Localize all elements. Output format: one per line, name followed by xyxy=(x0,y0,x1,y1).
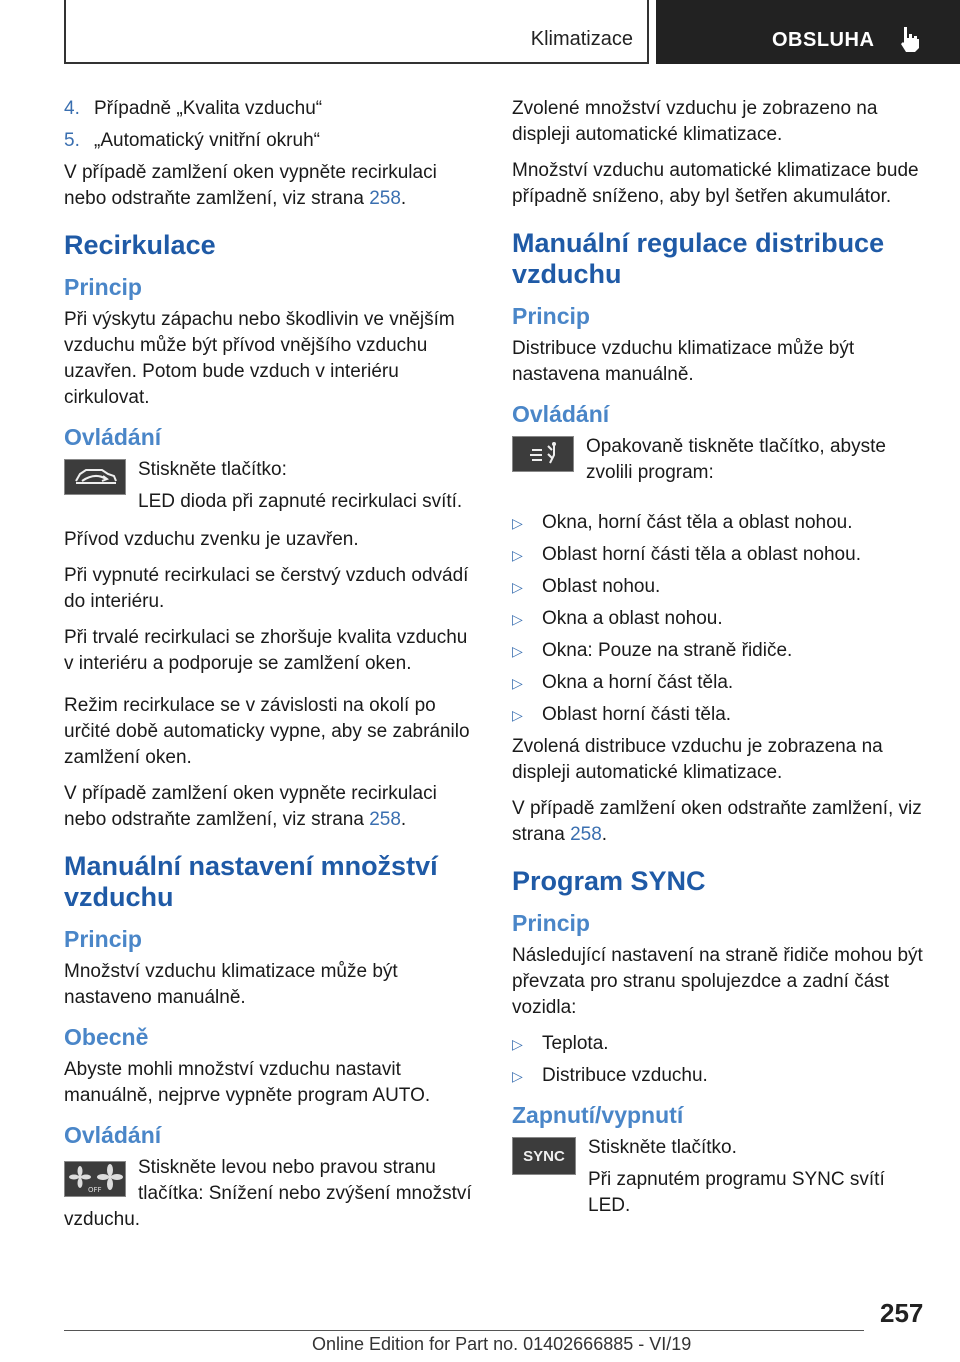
paragraph: Množství vzduchu klimatizace může být nastaveno manuálně. xyxy=(64,961,398,1008)
list-item: ▷ Oblast horní části těla. xyxy=(512,702,932,728)
list-item: ▷ Oblast nohou. xyxy=(512,574,932,600)
fan-button-image xyxy=(64,1161,126,1197)
header-chapter-tab xyxy=(656,0,960,64)
paragraph: Při vypnuté recirkulaci se čerstvý vzduch odvádí do interiéru. xyxy=(64,565,469,612)
sync-button-image xyxy=(512,1137,576,1175)
heading-sync: Program SYNC xyxy=(512,866,706,896)
control-block: Stiskněte tlačítko: LED dioda při zapnuté recirkulaci svítí. xyxy=(64,457,479,521)
fog-paragraph: V případě zamlžení oken vypněte recirkulaci nebo odstraňte zamlžení, viz strana 258. xyxy=(64,162,437,209)
paragraph: Množství vzduchu automatické klimatizace bude případně sníženo, aby byl šetřen akumulátor. xyxy=(512,160,919,207)
paragraph: Abyste mohli množství vzduchu nastavit manuálně, nejprve vypněte program AUTO. xyxy=(64,1059,431,1106)
triangle-bullet-icon: ▷ xyxy=(512,643,523,659)
triangle-bullet-icon: ▷ xyxy=(512,515,523,531)
subheading-zapnuti: Zapnutí/vypnutí xyxy=(512,1102,684,1128)
list-item: ▷ Teplota. xyxy=(512,1031,932,1057)
subheading-ovladani: Ovládání xyxy=(64,424,162,450)
triangle-bullet-icon: ▷ xyxy=(512,1068,523,1084)
paragraph: Při trvalé recirkulaci se zhoršuje kvalita vzduchu v interiéru a podporuje se zamlžení oken. xyxy=(64,627,468,674)
paragraph: Zvolená distribuce vzduchu je zobrazena na displeji automatické klimatizace. xyxy=(512,736,883,783)
list-item: 4. Případně „Kvalita vzduchu“ xyxy=(64,98,323,119)
fan-icon xyxy=(66,1164,124,1194)
list-item: ▷ Distribuce vzduchu. xyxy=(512,1063,932,1089)
triangle-bullet-icon: ▷ xyxy=(512,675,523,691)
footer-edition: Online Edition for Part no. 01402666885 - VI/19 xyxy=(312,1334,692,1354)
list-item: ▷ Okna a oblast nohou. xyxy=(512,606,932,632)
chapter-title: OBSLUHA xyxy=(772,29,875,51)
list-item: ▷ Okna a horní část těla. xyxy=(512,670,932,696)
air-distribution-icon xyxy=(518,441,568,467)
heading-recirkulace: Recirkulace xyxy=(64,230,216,260)
paragraph: Následující nastavení na straně řidiče mohou být převzata pro stranu spolujezdce a zadní část vozidla: xyxy=(512,945,923,1018)
page-link[interactable]: 258 xyxy=(369,188,401,209)
list-item: 5. „Automatický vnitřní okruh“ xyxy=(64,130,320,151)
paragraph: Přívod vzduchu zvenku je uzavřen. xyxy=(64,529,359,550)
recirculation-button-image xyxy=(64,459,126,495)
page-number: 257 xyxy=(880,1298,924,1328)
triangle-bullet-icon: ▷ xyxy=(512,579,523,595)
triangle-bullet-icon: ▷ xyxy=(512,611,523,627)
page-link[interactable]: 258 xyxy=(369,809,401,830)
paragraph: Režim recirkulace se v závislosti na okolí po určité době automaticky vypne, aby se zabránilo zamlžení oken. xyxy=(64,695,470,768)
triangle-bullet-icon: ▷ xyxy=(512,1036,523,1052)
hand-pointer-icon xyxy=(894,24,924,54)
distribution-button-image xyxy=(512,436,574,472)
subheading-obecne: Obecně xyxy=(64,1024,149,1050)
triangle-bullet-icon: ▷ xyxy=(512,707,523,723)
fan-off-label: OFF xyxy=(88,1186,102,1194)
fog-paragraph: V případě zamlžení oken vypněte recirkulaci nebo odstraňte zamlžení, viz strana 258. xyxy=(64,783,437,830)
header-left-box xyxy=(64,0,649,64)
subheading-ovladani: Ovládání xyxy=(64,1122,162,1148)
paragraph: Při výskytu zápachu nebo škodlivin ve vnějším vzduchu může být přívod vnějšího vzduchu uzavřen. Potom bude vzduch v interiéru cirkulovat. xyxy=(64,309,455,408)
list-item: ▷ Okna, horní část těla a oblast nohou. xyxy=(512,510,932,536)
subheading-princip: Princip xyxy=(512,910,590,936)
control-block: SYNC Stiskněte tlačítko. Při zapnutém programu SYNC svítí LED. xyxy=(512,1135,932,1225)
subheading-princip: Princip xyxy=(64,274,142,300)
page-link[interactable]: 258 xyxy=(570,824,602,845)
sync-button-label: SYNC xyxy=(523,1147,565,1165)
triangle-bullet-icon: ▷ xyxy=(512,547,523,563)
section-title: Klimatizace xyxy=(530,28,633,50)
subheading-princip: Princip xyxy=(512,303,590,329)
paragraph: Distribuce vzduchu klimatizace může být nastavena manuálně. xyxy=(512,338,855,385)
subheading-princip: Princip xyxy=(64,926,142,952)
heading-distribution: Manuální regulace distribuce vzduchu xyxy=(512,228,885,289)
right-column xyxy=(512,96,932,1231)
list-item: ▷ Oblast horní části těla a oblast nohou. xyxy=(512,542,932,568)
subheading-ovladani: Ovládání xyxy=(512,401,610,427)
control-block: Opakovaně tiskněte tlačítko, abyste zvolili program: xyxy=(512,434,932,492)
heading-manual-air: Manuální nastavení množství vzduchu xyxy=(64,851,438,912)
fog-paragraph: V případě zamlžení oken odstraňte zamlžení, viz strana 258. xyxy=(512,798,922,845)
list-item: ▷ Okna: Pouze na straně řidiče. xyxy=(512,638,932,664)
left-column xyxy=(64,96,479,1243)
footer-divider xyxy=(64,1330,864,1331)
recirculation-car-icon xyxy=(70,464,120,490)
paragraph: Zvolené množství vzduchu je zobrazeno na displeji automatické klimatizace. xyxy=(512,98,878,145)
control-block: OFF Stiskněte levou nebo pravou stranu tlačítka: Snížení nebo zvýšení množství vzduchu. xyxy=(64,1157,472,1230)
